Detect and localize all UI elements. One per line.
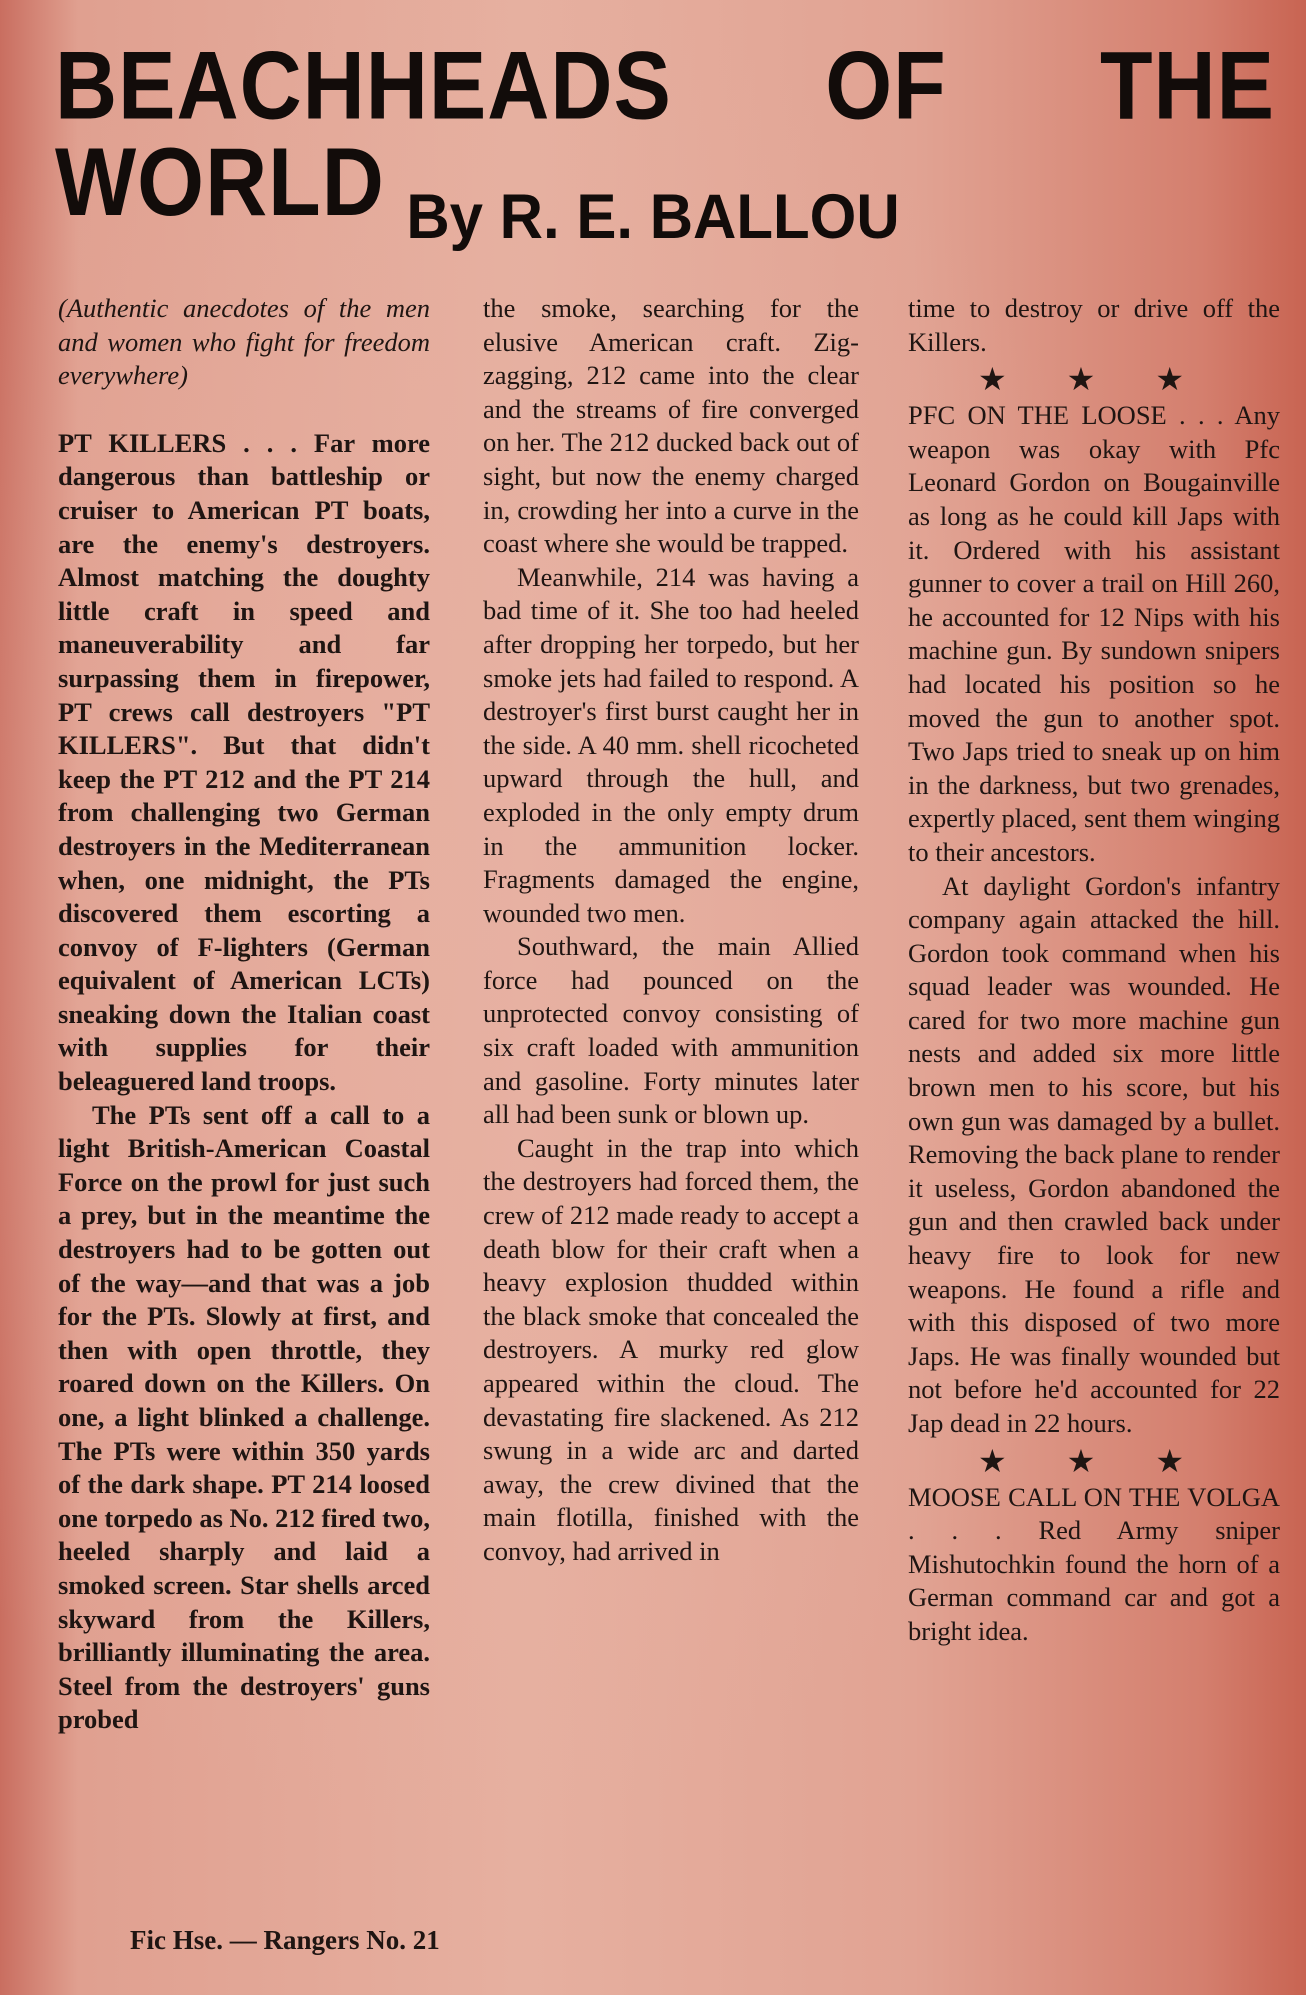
intro-text: (Authentic anecdotes of the men and women who fight for freedom everywhere)	[58, 293, 430, 391]
story2-paragraph-2: At daylight Gordon's infantry company again attacked the hill. Gordon took command when his squad leader was wounded. He cared for two more machine gun nests and added six more little brown men to his score, but his own gun was damaged by a bullet. Removing the back plane to render it useless, Gordon abandoned the gun and then crawled back under heavy fire to look for new weapons. He found a rifle and with this disposed of two more Japs. He was finally wounded but not before he'd accounted for 22 Jap dead in 22 hours.	[908, 870, 1280, 1438]
star-separator-2: ★ ★ ★	[977, 1442, 1211, 1479]
story1-paragraph-1: PT KILLERS . . . Far more dangerous than battleship or cruiser to American PT boats, are the enemy's destroyers. Almost matching the doughty little craft in speed and maneuverability and far surpassing them in firepower, PT crews call destroyers "PT KILLERS". But that didn't keep the PT 212 and the PT 214 from challenging two German destroyers in the Mediterranean when, one midnight, the PTs discovered them escorting a convoy of F-lighters (German equivalent of American LCTs) sneaking down the Italian coast with supplies for their beleaguered land troops.	[58, 427, 430, 1097]
article-title: BEACHHEADS OF THE WORLD	[55, 32, 1275, 237]
story1-paragraph-6: Caught in the trap into which the destroyers had forced them, the crew of 212 made ready to accept a death blow for their craft when a heavy explosion thudded within the black smoke that concealed the destroyers. A murky red glow appeared within the cloud. The devastating fire slackened. As 212 swung in a wide arc and darted away, the crew divined that the main flotilla, finished with the convoy, had arrived in	[483, 1132, 859, 1566]
story3-paragraph-1: MOOSE CALL ON THE VOLGA . . . Red Army sniper Mishutochkin found the horn of a German command car and got a bright idea.	[908, 1481, 1280, 1646]
story1-paragraph-4: Meanwhile, 214 was having a bad time of it. She too had heeled after dropping her torpedo, but her smoke jets had failed to respond. A destroyer's first burst caught her in the side. A 40 mm. shell ricocheted upward through the hull, and exploded in the only empty drum in the ammunition locker. Fragments damaged the engine, wounded two men.	[483, 561, 859, 928]
column-1	[58, 292, 430, 1737]
byline: By R. E. BALLOU	[406, 181, 900, 252]
story1-paragraph-3: the smoke, searching for the elusive American craft. Zig-zagging, 212 came into the clear and the streams of fire converged on her. The 212 ducked back out of sight, but now the enemy charged in, crowding her into a curve in the coast where she would be trapped.	[483, 293, 859, 559]
star-separator-1: ★ ★ ★	[977, 361, 1211, 398]
column-2	[483, 292, 859, 1569]
story1-paragraph-2: The PTs sent off a call to a light British-American Coastal Force on the prowl for just such a prey, but in the meantime the destroyers had to be gotten out of the way—and that was a job for the PTs. Slowly at first, and then with open throttle, they roared down on the Killers. On one, a light blinked a challenge. The PTs were within 350 yards of the dark shape. PT 214 loosed one torpedo as No. 212 fired two, heeled sharply and laid a smoked screen. Star shells arced skyward from the Killers, brilliantly illuminating the area. Steel from the destroyers' guns probed	[58, 1099, 430, 1735]
column-3	[908, 292, 1280, 1649]
page-footer: Fic Hse. — Rangers No. 21	[130, 1925, 440, 1955]
story1-paragraph-5: Southward, the main Allied force had pounced on the unprotected convoy consisting of six craft loaded with ammunition and gasoline. Forty minutes later all had been sunk or blown up.	[483, 931, 859, 1130]
story1-paragraph-7: time to destroy or drive off the Killers.	[908, 293, 1280, 357]
story2-paragraph-1: PFC ON THE LOOSE . . . Any weapon was okay with Pfc Leonard Gordon on Bougainville as long as he could kill Japs with it. Ordered with his assistant gunner to cover a trail on Hill 260, he accounted for 12 Nips with his machine gun. By sundown snipers had located his position so he moved the gun to another spot. Two Japs tried to sneak up on him in the darkness, but two grenades, expertly placed, sent them winging to their ancestors.	[908, 400, 1280, 867]
